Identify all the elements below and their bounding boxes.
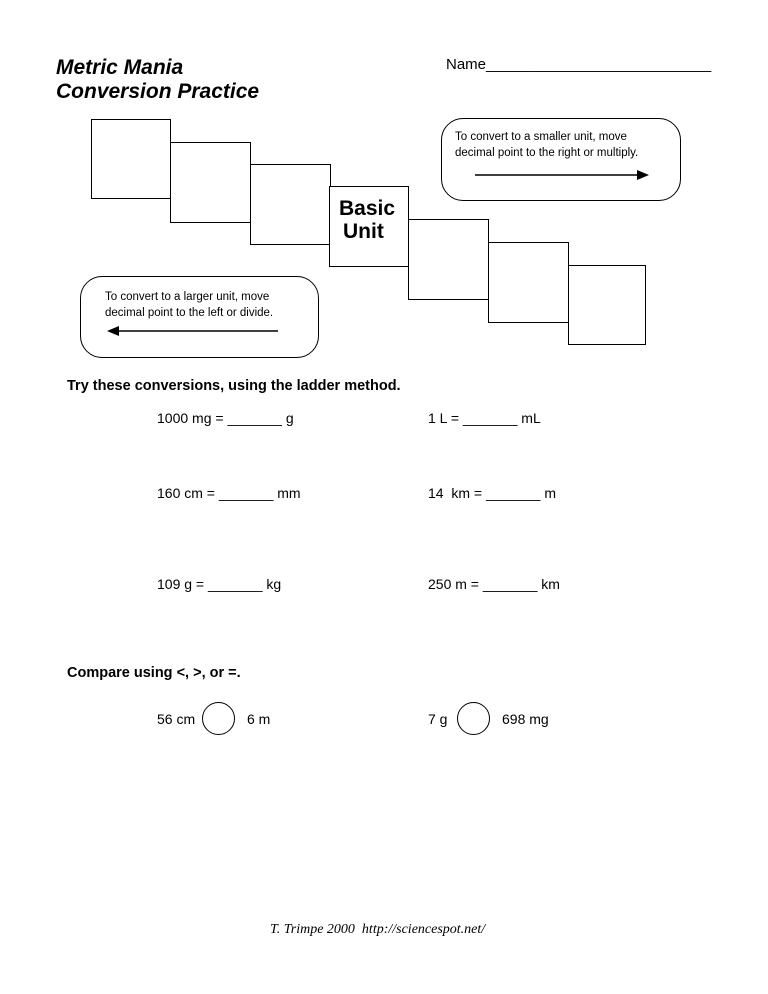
conversion-problem[interactable]: 1000 mg = _______ g [157,410,294,426]
conversion-problem[interactable]: 250 m = _______ km [428,576,560,592]
callout-smaller-line2: decimal point to the right or multiply. [455,147,639,159]
compare-answer-circle[interactable] [457,702,490,735]
worksheet-title-line2: Conversion Practice [56,80,260,103]
conversions-heading: Try these conversions, using the ladder method. [67,378,401,394]
left-arrow-icon [107,325,279,337]
conversion-problem[interactable]: 160 cm = _______ mm [157,485,301,501]
basic-unit-label-line2: Unit [343,220,384,243]
callout-larger-unit [80,276,319,358]
ladder-step-7 [568,265,646,345]
worksheet-title-line1: Metric Mania [56,56,184,79]
compare-left-value: 7 g [428,711,448,727]
right-arrow-icon [475,169,651,181]
conversion-problem[interactable]: 109 g = _______ kg [157,576,282,592]
compare-right-value: 6 m [247,711,271,727]
ladder-step-3 [250,164,331,245]
callout-smaller-unit [441,118,681,201]
callout-larger-line1: To convert to a larger unit, move [105,291,270,303]
name-field[interactable]: Name___________________________ [446,56,712,73]
compare-right-value: 698 mg [502,711,549,727]
compare-left-value: 56 cm [157,711,196,727]
callout-smaller-line1: To convert to a smaller unit, move [455,131,627,143]
ladder-step-6 [488,242,569,323]
conversion-problem[interactable]: 14 km = _______ m [428,485,557,501]
compare-heading: Compare using <, >, or =. [67,665,241,681]
basic-unit-label-line1: Basic [339,197,396,220]
ladder-basic-unit [329,186,409,267]
ladder-step-1 [91,119,171,199]
compare-answer-circle[interactable] [202,702,235,735]
ladder-step-5 [408,219,489,300]
footer-credit: T. Trimpe 2000 http://sciencespot.net/ [270,922,486,937]
callout-larger-line2: decimal point to the left or divide. [105,307,274,319]
ladder-step-2 [170,142,251,223]
conversion-problem[interactable]: 1 L = _______ mL [428,410,541,426]
